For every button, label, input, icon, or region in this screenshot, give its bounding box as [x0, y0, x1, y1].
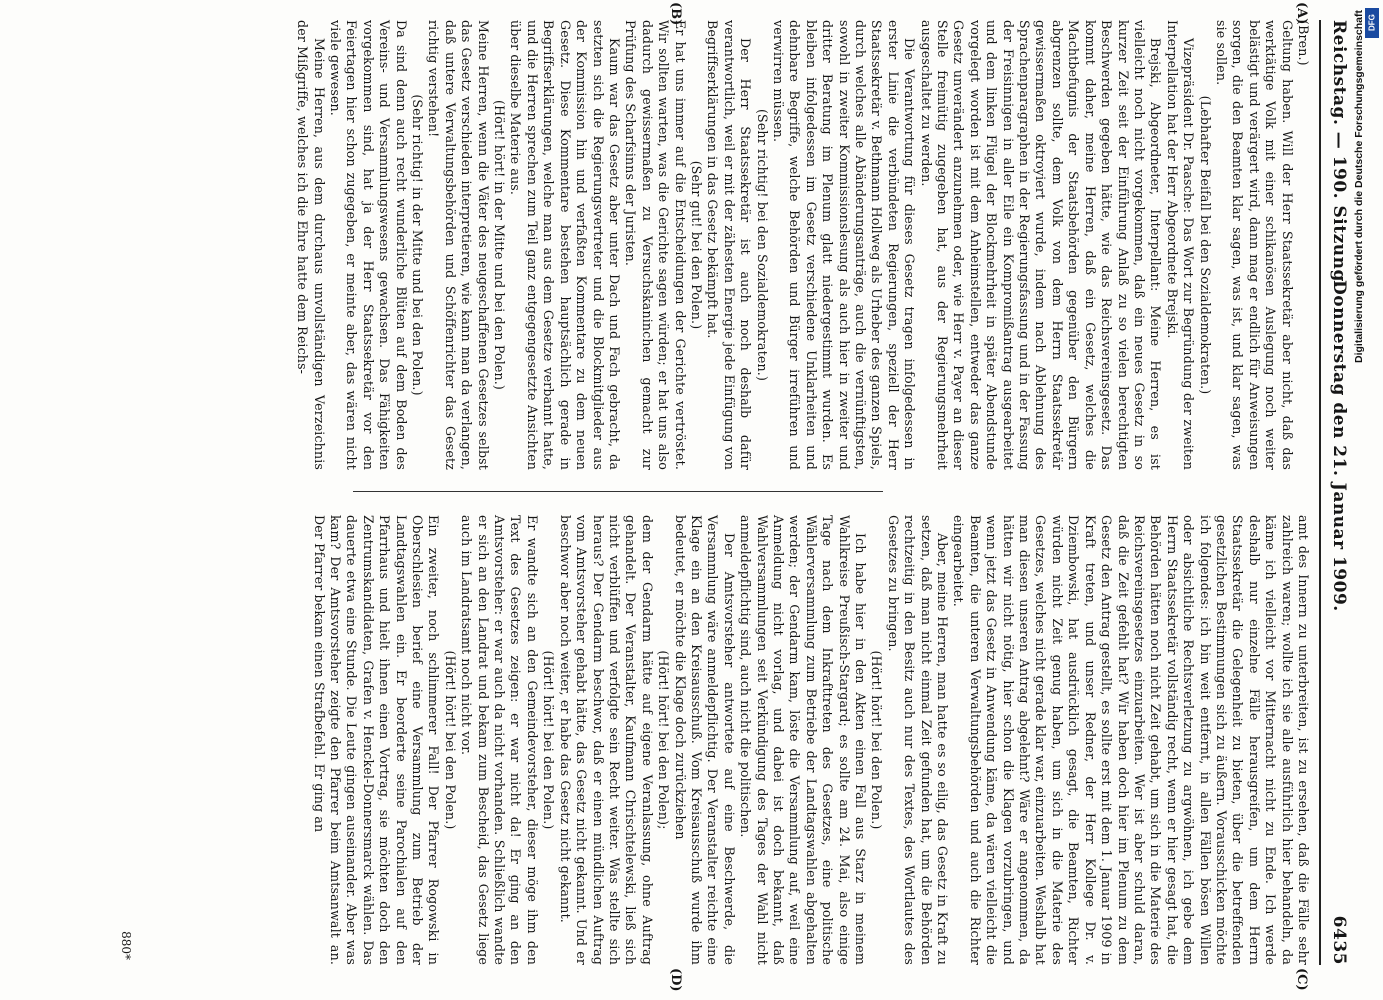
paragraph: (Sehr richtig! in der Mitte und bei den Polen.) [410, 94, 426, 396]
page-reference: 880* [119, 931, 133, 960]
paragraph: (Hört! hört! bei den Polen.) [442, 650, 458, 830]
paragraph: (Hört! hört! in der Mitte und bei den Polen.) [492, 100, 508, 390]
paragraph: (Hört! hört! bei den Polen); [656, 650, 672, 830]
paragraph: Meine Herren, wenn die Väter des neugeschaffenen Gesetzes selbst das Gesetz verschieden interpretieren, wie kann man da verlangen, daß untere Verwaltungsbehörden und Schöffenrichter das Gesetz richtig verstehen! [426, 20, 491, 470]
header-page-number: 6435 [1329, 915, 1349, 965]
margin-marker-b: (B) [668, 2, 683, 26]
paragraph: dem der Gendarm hätte auf eigene Veranlassung, ohne Auftrag gehandelt. Der Veranstalter, Kaufmann Chrischtelewski, ließ sich nicht verblüffen und verfolgte sein Recht weiter. Was stellte sich heraus? Der Gendarm beschwor, daß er einen mündlichen Auftrag vom Amtsvorsteher gehabt hätte, das Gesetz nicht gekannt. Und er beschwor aber noch weiter, er habe das Gesetz nicht gekannt. [557, 515, 655, 965]
margin-marker-d: (D) [668, 968, 683, 992]
paragraph: Geltung haben. Will der Herr Staatssekretär aber nicht, daß das werktätige Volk mit einer schikanösen Auslegung noch weiter belästigt und verärgert wird, dann mag er endlich für Anweisungen sorgen, die den Beamten klar sagen, was ist, und klar sagen, was sie sollen. [1213, 20, 1295, 470]
paragraph: Brejski, Abgeordneter, Interpellant: Meine Herren, es ist vielleicht noch nicht vorgekommen, daß ein neues Gesetz in so kurzer Zeit seit der Einführung Anlaß zu so vielen berechtigten Beschwerden gegeben hätte, wie das Reichsvereinsgesetz. Das kommt daher, meine Herren, daß ein Gesetz, welches die Machtbefugnis der Staatsbehörden gegenüber den Bürgern abgrenzen sollte, dem Volk von dem Herrn Staatssekretär gewissermaßen oktroyiert wurde, indem nach Ablehnung des Sprachenparagraphen in der Regierungsfassung und in der Fassung der Freisinnigen in aller Eile ein Kompromißantrag ausgearbeitet und dem linken Flügel der Blockmehrheit in später Abendstunde vorgelegt worden ist mit dem Anheimstellen, entweder das ganze Gesetz unverändert anzunehmen oder, wie Herr v. Payer an dieser Stelle freimütig zugegeben hat, aus der Regierungsmehrheit ausgeschaltet zu werden. [918, 20, 1164, 470]
margin-marker-a: (A) [1294, 2, 1309, 25]
paragraph: Vizepräsident Dr. Paasche: Das Wort zur Begründung der zweiten Interpellation hat der Herr Abgeordnete Brejski. [1164, 20, 1197, 470]
paragraph: amt des Innern zu unterbreiten, ist zu ersehen, daß die Fälle sehr zahlreich waren; wollte ich sie alle ausführlich hier behandeln, da käme ich vielleicht vor Mitternacht nicht zu Ende. Ich werde deshalb nur einzelne Fälle herausgreifen, um dem Herrn Staatssekretär die Gelegenheit zu bieten, über die betreffenden gesetzlichen Bestimmungen sich zu äußern. Vorausschicken möchte ich folgendes: ich bin weit entfernt, in allen Fällen bösen Willen oder absichtliche Rechtsverletzung zu argwöhnen, ich gebe dem Herrn Staatssekretär vollständig recht, wenn er hier gesagt hat, die Behörden hätten noch nicht Zeit gehabt, um sich in die Materie des Reichsvereinsgesetzes einzuarbeiten. Wer ist aber schuld daran, daß die Zeit gefehlt hat? Wir haben doch hier im Plenum zu dem Gesetz den Antrag gestellt, es sollte erst mit dem 1. Januar 1909 in Kraft treten, und unser Redner, der Herr Kollege Dr. v. Dziembowski, hat ausdrücklich gesagt, die Beamten, Richter würden nicht Zeit genug haben, um sich in die Materie des Gesetzes, welches nicht gerade klar war, einzuarbeiten. Weshalb hat man diesen unseren Antrag abgelehnt? Wäre er angenommen, da hätten wir nicht nötig, hier schon die Klagen vorzubringen, und wenn jetzt das Gesetz in Anwendung käme, da wären vielleicht die Beamten, die unteren Verwaltungsbehörden und auch die Richter eingearbeitet. [951, 515, 1311, 965]
paragraph: (Sehr richtig! bei den Sozialdemokraten.) [754, 108, 770, 382]
digitization-credit: Digitalisierung gefördert durch die Deutsche Forschungsgemeinschaft [1353, 10, 1365, 363]
paragraph: (Hört! hört! bei den Polen.) [869, 650, 885, 830]
header-rule [1319, 20, 1321, 965]
paragraph: Ein zweiter, noch schlimmerer Fall! Der Pfarrer Rogowski in Oberschlesien berief eine Versammlung zum Betrieb der Landtagswahlen ein. Er beorderte seine Parochialen auf den Pfarrhaus und hielt ihnen einen Vortrag, sie möchten doch den Zentrumskandidaten, Grafen v. Henckel-Donnersmarck wählen. Das dauerte etwa eine Stunde. Die Leute gingen auseinander. Aber was kam? Der Amtsvorsteher zeigte den Pfarrer beim Amtsanwalt an. Der Pfarrer bekam einen Strafbefehl. Er ging an [311, 515, 442, 965]
paragraph: (Sehr gut! bei den Polen.) [688, 160, 704, 330]
margin-marker-c: (C) [1294, 968, 1309, 991]
paragraph: Meine Herren, aus dem durchaus unvollständigen Verzeichnis der Mißgriffe, welches ich die Ehre hatte dem Reichs- [295, 20, 327, 470]
page-header [1321, 20, 1355, 965]
paragraph: (Lebhafter Beifall bei den Sozialdemokraten.) [1197, 95, 1213, 395]
column-divider [353, 491, 883, 492]
paragraph: Die Verantwortung für dieses Gesetz tragen infolgedessen in erster Linie die verbündeten Regierungen, speziell der Herr Staatssekretär v. Bethmann Hollweg als Urheber des ganzen Spiels, durch welches alle Abänderungsanträge, auch die vernünftigsten, sowohl in zweiter Kommissionslesung als auch hier in zweiter und dritter Beratung im Plenum glatt niedergestimmt wurden. Es bleiben infolgedessen im Gesetz verschiedene Unklarheiten und dehnbare Begriffe, welche Behörden und Bürger irreführen und verwirren müssen. [771, 20, 918, 470]
dfg-logo: DFG [1365, 8, 1379, 38]
paragraph: Ich habe hier in den Akten einen Fall aus Starz in meinem Wahlkreise Preußisch-Stargard; es sollte am 24. Mai, also einige Tage nach dem Inkrafttreten des Gesetzes, eine politische Wählerversammlung zum Betriebe der Landtagswahlen abgehalten werden; der Gendarm kam, löste die Versammlung auf, weil eine Anmeldung nicht vorlag, und dabei ist doch bekannt, daß Wahlversammlungen seit Verkündigung des Tages der Wahl nicht anmeldepflichtig sind, auch nicht die politischen. [738, 515, 869, 965]
left-column [21, 20, 1311, 470]
paragraph: Der Amtsvorsteher antwortete auf eine Beschwerde, die Versammlung wäre anmeldepflichtig. Der Veranstalter reichte eine Klage ein an den Kreisausschuß. Vom Kreisausschuß wurde ihm bedeutet, er möchte die Klage doch zurückziehen [672, 515, 737, 965]
paragraph: Der Herr Staatssekretär ist auch noch deshalb dafür verantwortlich, weil er mit der zähesten Energie jede Einfügung von Begriffserklärungen in das Gesetz bekämpft hat. [705, 20, 754, 470]
header-center: Donnerstag den 21. Januar 1909. [1329, 280, 1349, 612]
paragraph: Kaum war das Gesetz aber unter Dach und Fach gebracht, da setzten sich die Regierungsvertreter und die Blockmitglieder aus der Kommission hin und verfaßten Kommentare zu dem neuen Gesetz. Diese Kommentare bestehen hauptsächlich gerade in Begriffserklärungen, welche man aus dem Gesetze verbannt hatte, und die Herren sprechen zum Teil ganz entgegengesetzte Ansichten über dieselbe Materie aus. [508, 20, 622, 470]
paragraph: (Bren.) [1296, 20, 1311, 66]
paragraph: Er hat uns immer auf die Entscheidungen der Gerichte vertröstet. Wir sollten warten, was die Gerichte sagen würden; er hat uns also dadurch gewissermaßen zu Versuchskaninchen gemacht zur Prüfung des Scharfsinns der Juristen. [623, 20, 688, 470]
paragraph: Da sind denn auch recht wunderliche Blüten auf dem Boden des Vereins- und Versammlungswesens gewachsen. Das Fähigkeiten vorgekommen sind, hat ja der Herr Staatssekretär vor den Feiertagen hier schon zugegeben, er meinte aber, das wären nicht viele gewesen. [328, 20, 409, 470]
paragraph: (Hört! hört! bei den Polen.) [541, 650, 557, 830]
right-column [21, 515, 1311, 965]
paragraph: Aber, meine Herren, man hatte es so eilig, das Gesetz in Kraft zu setzen, daß man nicht einmal Zeit gefunden hat, um die Behörden rechtzeitig in den Besitz auch nur des Textes, des Wortlautes des Gesetzes zu bringen. [885, 515, 951, 965]
header-left: Reichstag. — 190. Sitzung. [1329, 20, 1349, 289]
paragraph: Er wandte sich an den Gemeindevorsteher, dieser möge ihm den Text des Gesetzes zeigen: er war nicht da! Er ging an den Amtsvorsteher: er war auch da nicht vorhanden. Schließlich wandte er sich an den Landrat und bekam zum Bescheid, das Gesetz liege auch im Landratsamt noch nicht vor. [459, 515, 540, 965]
